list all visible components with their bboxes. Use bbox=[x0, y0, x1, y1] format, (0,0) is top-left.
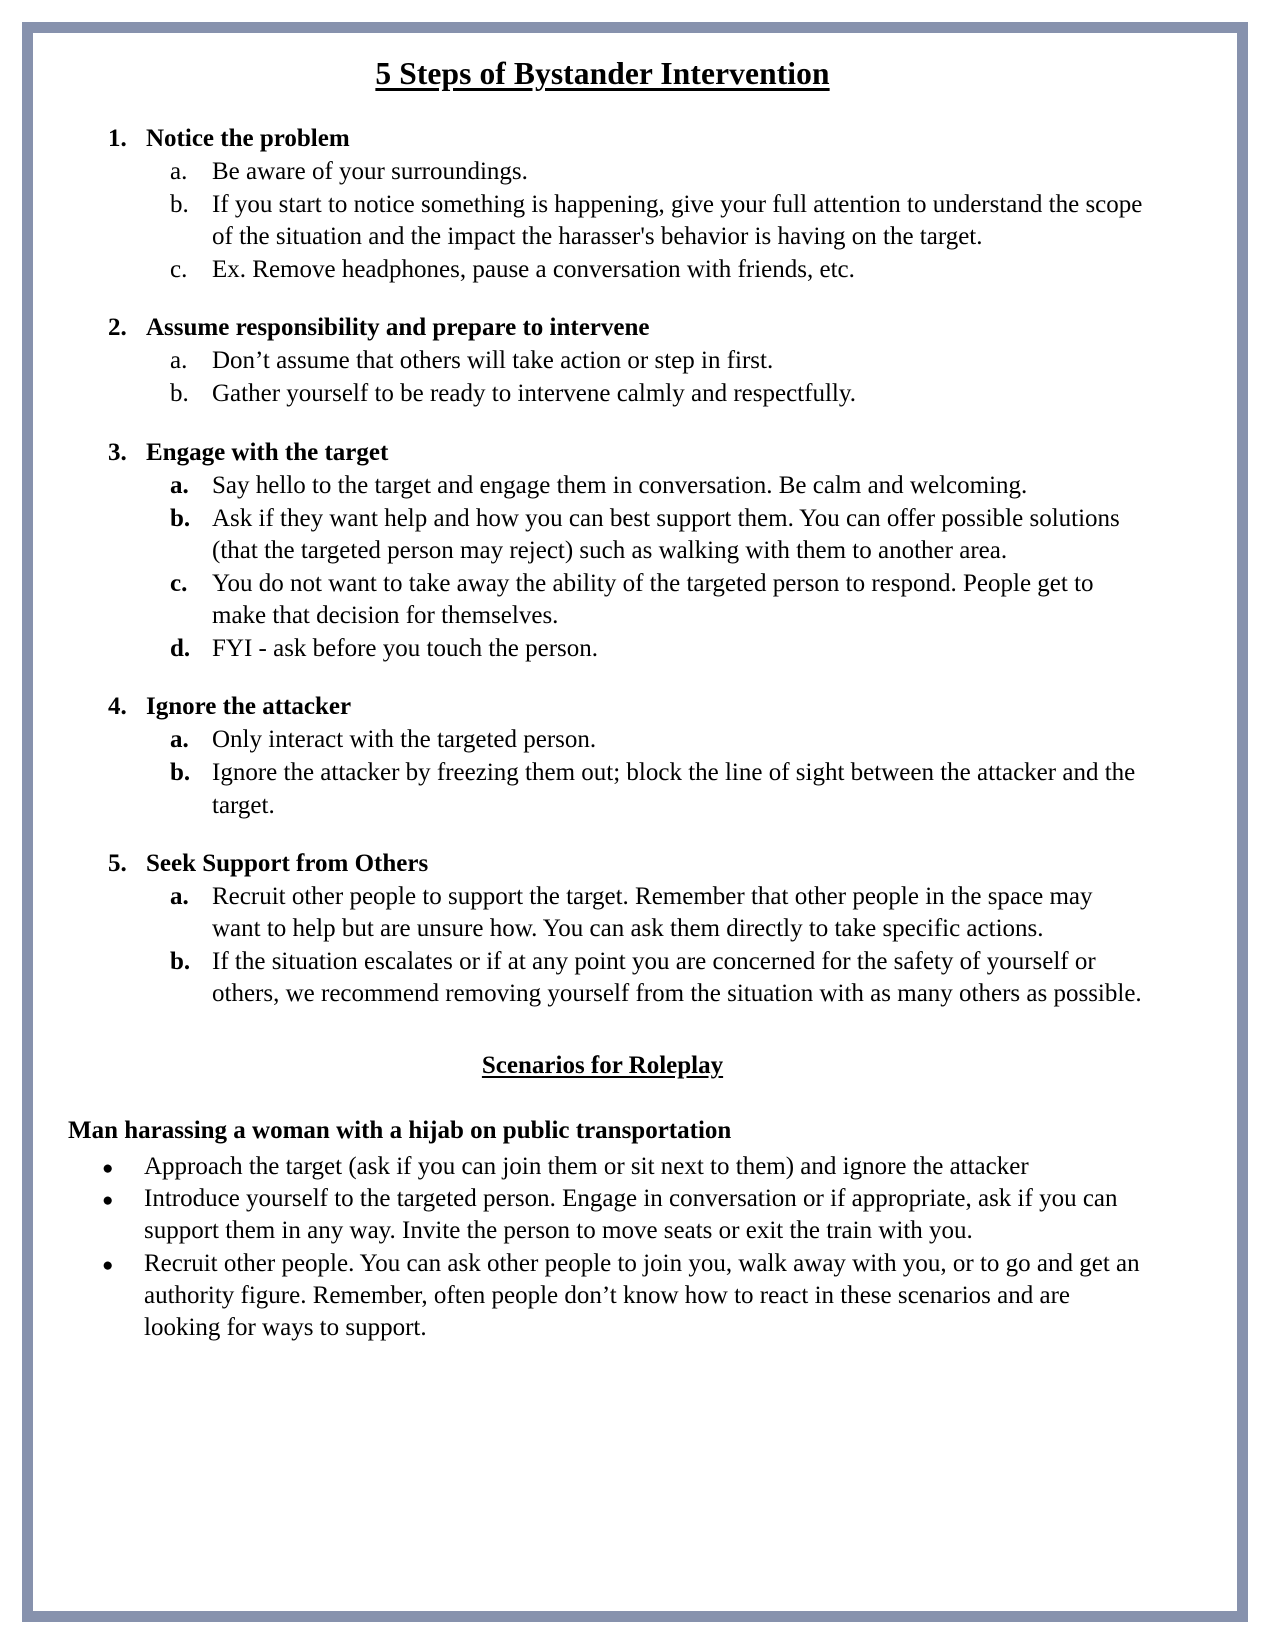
step-subitem bbox=[170, 470, 1145, 502]
step-subitem bbox=[170, 633, 1145, 665]
page-title: 5 Steps of Bystander Intervention bbox=[375, 56, 830, 91]
scenario-bullets-list bbox=[60, 1151, 1145, 1344]
step-subitem-marker: a. bbox=[170, 347, 188, 375]
step-subitem bbox=[170, 724, 1145, 756]
step-subitem bbox=[170, 946, 1145, 1010]
step-subitem-marker: b. bbox=[170, 947, 191, 975]
step-number: 5. bbox=[108, 849, 127, 877]
step-subitem bbox=[170, 568, 1145, 632]
step-title: Ignore the attacker bbox=[146, 693, 352, 721]
step-subitem-text: Gather yourself to be ready to intervene calmly and respectfully. bbox=[212, 380, 856, 408]
bullet-dot-icon: ● bbox=[102, 1254, 114, 1276]
step-subitem-text: Say hello to the target and engage them in conversation. Be calm and welcoming. bbox=[212, 471, 1028, 499]
step-item bbox=[60, 437, 1145, 666]
step-subitem bbox=[170, 345, 1145, 377]
step-title: Seek Support from Others bbox=[146, 849, 429, 877]
step-heading bbox=[108, 312, 1145, 344]
step-subitem-marker: a. bbox=[170, 157, 188, 185]
roleplay-section-heading: Scenarios for Roleplay bbox=[481, 1052, 724, 1080]
step-subitem bbox=[170, 378, 1145, 410]
step-subitem bbox=[170, 757, 1145, 821]
scenario-bullet-text: Recruit other people. You can ask other people to join you, walk away with you, or to go and get an authority figure. Remember, often people don’t know how to react in these scenarios and are looking for ways to support. bbox=[144, 1249, 1140, 1341]
step-subitem-marker: c. bbox=[170, 569, 188, 597]
step-subitem-text: If you start to notice something is happening, give your full attention to understand the scope of the situation and the impact the harasser's behavior is having on the target. bbox=[212, 190, 1143, 251]
step-subitem-marker: a. bbox=[170, 882, 189, 910]
bullet-dot-icon: ● bbox=[102, 1158, 114, 1180]
step-subitem-marker: b. bbox=[170, 759, 191, 787]
document-content bbox=[60, 55, 1145, 1344]
step-subitem-text: Ex. Remove headphones, pause a conversation with friends, etc. bbox=[212, 256, 855, 284]
scenario-bullet-text: Introduce yourself to the targeted person. Engage in conversation or if appropriate, ask if you can support them in any way. Invite the person to move seats or exit the train with you. bbox=[144, 1185, 1118, 1245]
scenario-bullet-item bbox=[102, 1183, 1145, 1247]
step-subitem-marker: b. bbox=[170, 380, 189, 408]
step-subitem-marker: b. bbox=[170, 504, 191, 532]
step-title: Assume responsibility and prepare to intervene bbox=[146, 314, 650, 342]
step-subitem-marker: a. bbox=[170, 471, 189, 499]
step-subitem-marker: c. bbox=[170, 256, 188, 284]
step-heading bbox=[108, 437, 1145, 469]
step-sublist bbox=[60, 881, 1145, 1011]
step-item bbox=[60, 848, 1145, 1011]
step-heading bbox=[108, 848, 1145, 880]
step-sublist bbox=[60, 156, 1145, 287]
step-number: 2. bbox=[108, 314, 127, 342]
step-subitem-text: Ask if they want help and how you can best support them. You can offer possible solutions (that the targeted person may reject) such as walking with them to another area. bbox=[212, 504, 1120, 564]
step-subitem-marker: d. bbox=[170, 635, 191, 663]
scenario-bullet-text: Approach the target (ask if you can join them or sit next to them) and ignore the attacker bbox=[144, 1153, 1029, 1181]
step-number: 4. bbox=[108, 693, 127, 721]
step-heading bbox=[108, 123, 1145, 155]
bystander-steps-list bbox=[60, 123, 1145, 1010]
step-title: Notice the problem bbox=[146, 124, 350, 152]
step-title: Engage with the target bbox=[146, 438, 389, 466]
scenario-bullet-item bbox=[102, 1248, 1145, 1344]
step-subitem bbox=[170, 881, 1145, 945]
step-subitem bbox=[170, 254, 1145, 286]
step-subitem-marker: b. bbox=[170, 190, 189, 218]
step-subitem bbox=[170, 503, 1145, 567]
step-number: 3. bbox=[108, 438, 127, 466]
step-heading bbox=[108, 691, 1145, 723]
step-subitem bbox=[170, 189, 1145, 253]
step-subitem bbox=[170, 156, 1145, 188]
step-subitem-text: You do not want to take away the ability of the targeted person to respond. People get to make that decision for themselves. bbox=[212, 569, 1094, 630]
step-subitem-text: Don’t assume that others will take action or step in first. bbox=[212, 347, 774, 375]
step-sublist bbox=[60, 724, 1145, 821]
step-subitem-marker: a. bbox=[170, 726, 189, 754]
step-subitem-text: Be aware of your surroundings. bbox=[212, 157, 528, 185]
step-subitem-text: If the situation escalates or if at any point you are concerned for the safety of yourself or others, we recommend removing yourself from the situation with as many others as possible. bbox=[212, 947, 1142, 1008]
step-item bbox=[60, 312, 1145, 410]
step-subitem-text: Ignore the attacker by freezing them out; block the line of sight between the attacker and the target. bbox=[212, 759, 1136, 819]
step-subitem-text: Only interact with the targeted person. bbox=[212, 726, 597, 754]
step-sublist bbox=[60, 345, 1145, 410]
step-item bbox=[60, 123, 1145, 287]
step-subitem-text: Recruit other people to support the target. Remember that other people in the space may want to help but are unsure how. You can ask them directly to take specific actions. bbox=[212, 882, 1093, 942]
step-item bbox=[60, 691, 1145, 821]
scenario-title: Man harassing a woman with a hijab on public transportation bbox=[68, 1116, 732, 1144]
step-subitem-text: FYI - ask before you touch the person. bbox=[212, 635, 599, 663]
step-sublist bbox=[60, 470, 1145, 666]
scenario-bullet-item bbox=[102, 1151, 1145, 1183]
bullet-dot-icon: ● bbox=[102, 1190, 114, 1212]
step-number: 1. bbox=[108, 124, 127, 152]
